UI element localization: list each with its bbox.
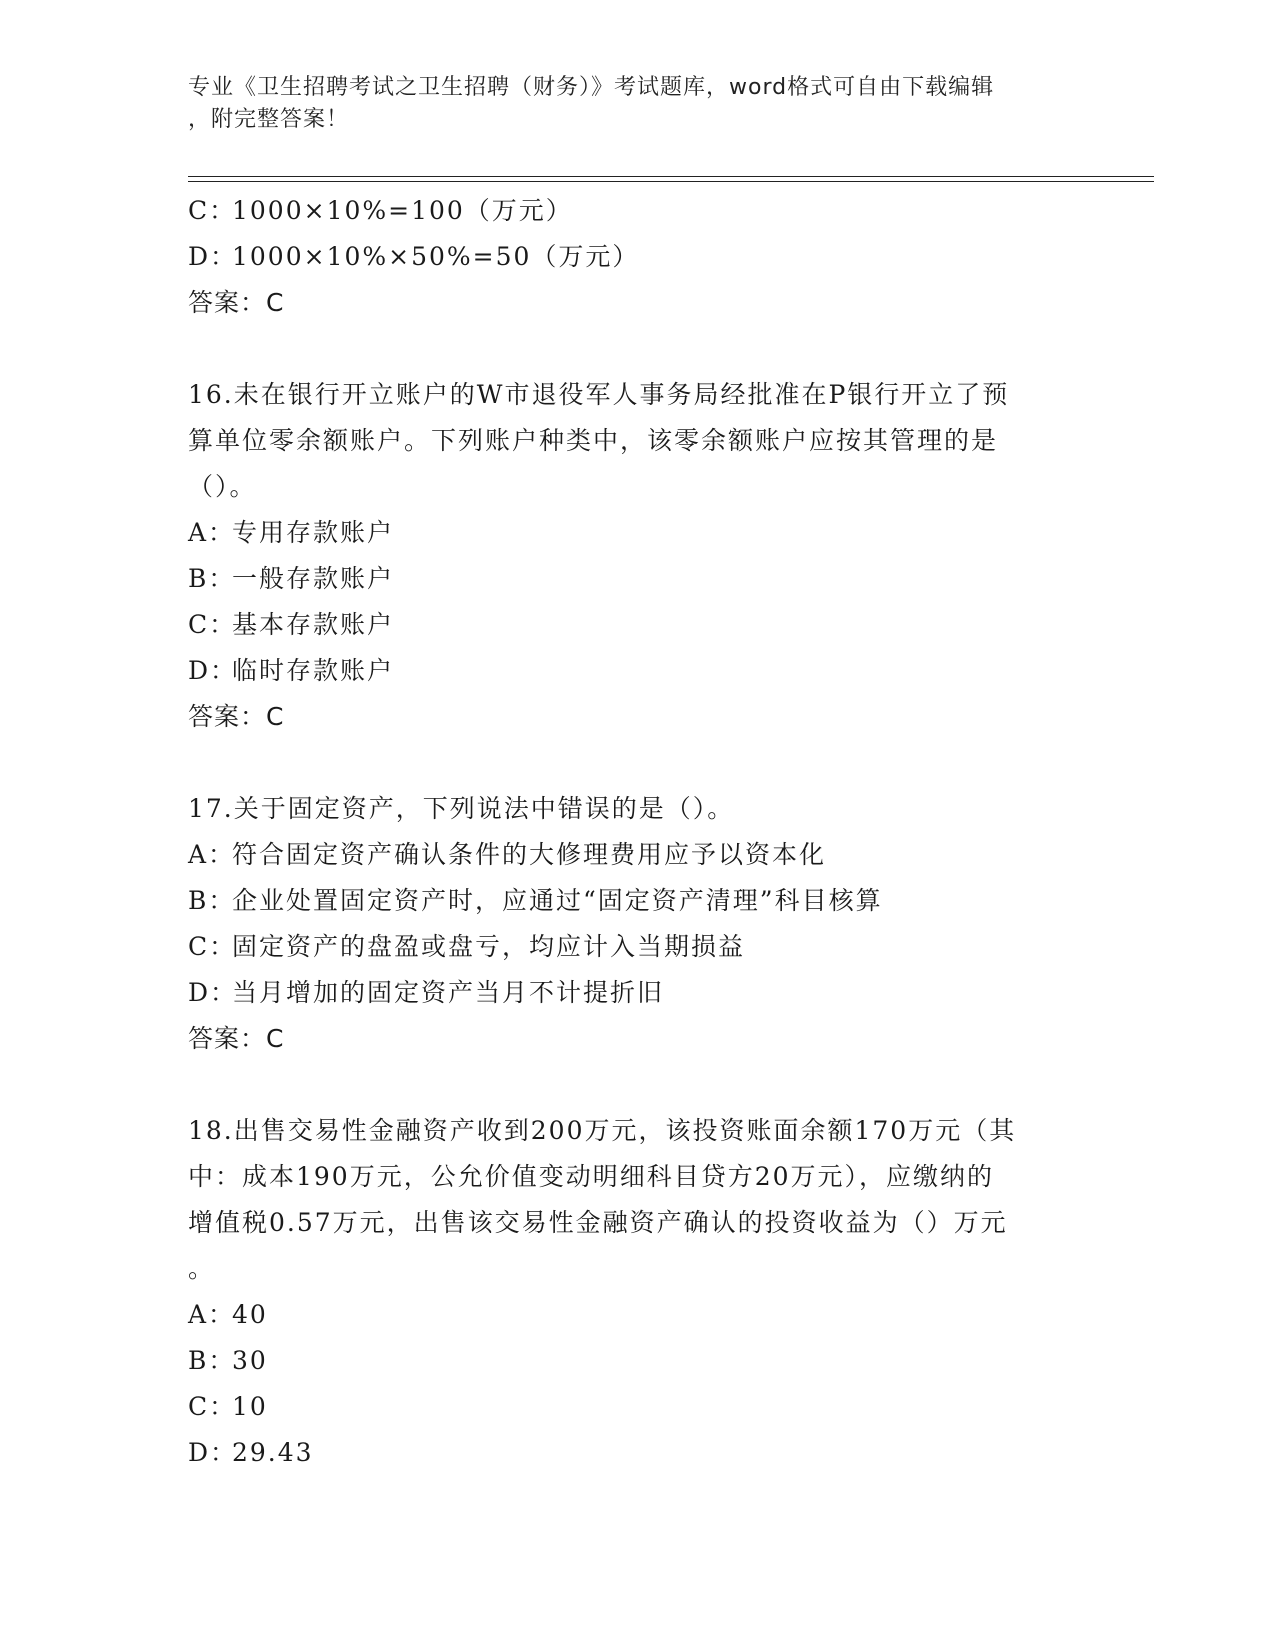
answer-line: 答案：C <box>188 702 285 731</box>
option-text: 基本存款账户 <box>232 610 395 639</box>
option-key: D： <box>188 978 238 1007</box>
answer-line: 答案：C <box>188 288 285 317</box>
option-key: D： <box>188 1438 238 1467</box>
option-text: 专用存款账户 <box>232 518 395 547</box>
option-text: 30 <box>232 1346 268 1375</box>
option-a <box>188 832 1088 878</box>
question-stem-line: 增值税0.57万元，出售该交易性金融资产确认的投资收益为（）万元 <box>188 1208 1008 1237</box>
document-body <box>188 188 1088 1476</box>
question-16 <box>188 372 1088 740</box>
option-c <box>188 924 1088 970</box>
question-stem-line: （）。 <box>188 472 257 501</box>
option-text: 1000×10%=100（万元） <box>232 196 573 225</box>
question-stem-line: 算单位零余额账户。下列账户种类中，该零余额账户应按其管理的是 <box>188 426 999 455</box>
option-text: 40 <box>232 1300 268 1329</box>
option-d <box>188 648 1088 694</box>
question-stem-line: 18.出售交易性金融资产收到200万元，该投资账面余额170万元（其 <box>188 1116 1017 1145</box>
option-c <box>188 602 1088 648</box>
option-text: 1000×10%×50%=50（万元） <box>232 242 640 271</box>
option-key: C： <box>188 196 237 225</box>
spacer <box>188 326 1088 372</box>
option-c <box>188 188 1088 234</box>
spacer <box>188 1062 1088 1108</box>
option-c <box>188 1384 1088 1430</box>
option-text: 企业处置固定资产时，应通过“固定资产清理”科目核算 <box>232 886 883 915</box>
option-b <box>188 878 1088 924</box>
option-key: A： <box>188 518 236 547</box>
question-stem-line: 中：成本190万元，公允价值变动明细科目贷方20万元），应缴纳的 <box>188 1162 995 1191</box>
option-a <box>188 1292 1088 1338</box>
question-stem-line: 。 <box>188 1254 216 1283</box>
answer-line: 答案：C <box>188 1024 285 1053</box>
option-key: D： <box>188 242 238 271</box>
option-d <box>188 970 1088 1016</box>
option-key: A： <box>188 1300 236 1329</box>
option-d <box>188 1430 1088 1476</box>
header-line-2: ，附完整答案！ <box>188 107 350 132</box>
option-key: B： <box>188 1346 236 1375</box>
option-key: A： <box>188 840 236 869</box>
option-text: 临时存款账户 <box>232 656 395 685</box>
spacer <box>188 740 1088 786</box>
option-text: 29.43 <box>232 1438 314 1467</box>
option-text: 符合固定资产确认条件的大修理费用应予以资本化 <box>232 840 827 869</box>
option-key: C： <box>188 1392 237 1421</box>
header-divider-bottom <box>188 181 1154 182</box>
option-text: 一般存款账户 <box>232 564 395 593</box>
option-key: D： <box>188 656 238 685</box>
question-15-continuation <box>188 188 1088 326</box>
question-17 <box>188 786 1088 1062</box>
question-18 <box>188 1108 1088 1476</box>
option-b <box>188 1338 1088 1384</box>
header-divider-top <box>188 176 1154 177</box>
option-key: B： <box>188 564 236 593</box>
option-key: B： <box>188 886 236 915</box>
header-line-1: 专业《卫生招聘考试之卫生招聘（财务）》考试题库，word格式可自由下载编辑 <box>188 75 995 100</box>
option-text: 10 <box>232 1392 268 1421</box>
question-stem-line: 17.关于固定资产，下列说法中错误的是（）。 <box>188 794 735 823</box>
option-a <box>188 510 1088 556</box>
option-key: C： <box>188 610 237 639</box>
option-key: C： <box>188 932 237 961</box>
option-text: 当月增加的固定资产当月不计提折旧 <box>232 978 665 1007</box>
option-b <box>188 556 1088 602</box>
question-stem-line: 16.未在银行开立账户的W市退役军人事务局经批准在P银行开立了预 <box>188 380 1010 409</box>
option-d <box>188 234 1088 280</box>
option-text: 固定资产的盘盈或盘亏，均应计入当期损益 <box>232 932 746 961</box>
document-header <box>188 72 1068 136</box>
